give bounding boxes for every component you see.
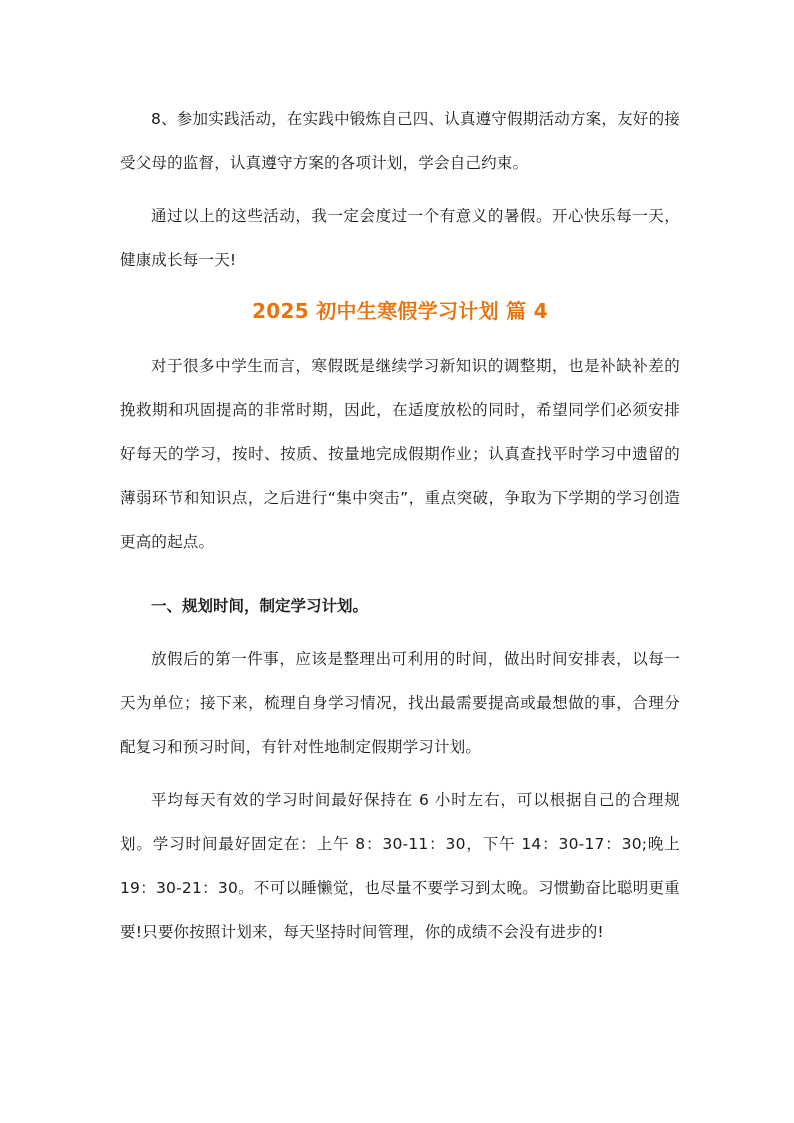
paragraph-intro: 对于很多中学生而言，寒假既是继续学习新知识的调整期，也是补缺补差的挽救期和巩固提高的非常时期，因此，在适度放松的同时，希望同学们必须安排好每天的学习，按时、按质、按量地完成假期作业；认真查找平时学习中遗留的薄弱环节和知识点，之后进行“集中突击”，重点突破，争取为下学期的学习创造更高的起点。	[120, 357, 680, 551]
paragraph-schedule: 平均每天有效的学习时间最好保持在 6 小时左右，可以根据自己的合理规划。学习时间最好固定在：上午 8：30-11：30，下午 14：30-17：30;晚上 19：30-21：30。不可以睡懒觉，也尽量不要学习到太晚。习惯勤奋比聪明更重要!只要你按照计划来，每天坚持时间管理，你的成绩不会没有进步的!	[120, 791, 680, 941]
section-heading: 2025 初中生寒假学习计划 篇 4	[252, 299, 548, 323]
document-page	[120, 97, 680, 954]
subsection-title: 一、规划时间，制定学习计划。	[151, 597, 369, 615]
paragraph-activity-8: 8、参加实践活动，在实践中锻炼自己四、认真遵守假期活动方案，友好的接受父母的监督，认真遵守方案的各项计划，学会自己约束。	[120, 110, 680, 172]
paragraph-conclusion: 通过以上的这些活动，我一定会度过一个有意义的暑假。开心快乐每一天，健康成长每一天!	[120, 207, 680, 269]
paragraph-planning: 放假后的第一件事，应该是整理出可利用的时间，做出时间安排表，以每一天为单位；接下来，梳理自身学习情况，找出最需要提高或最想做的事，合理分配复习和预习时间，有针对性地制定假期学习计划。	[120, 650, 680, 756]
